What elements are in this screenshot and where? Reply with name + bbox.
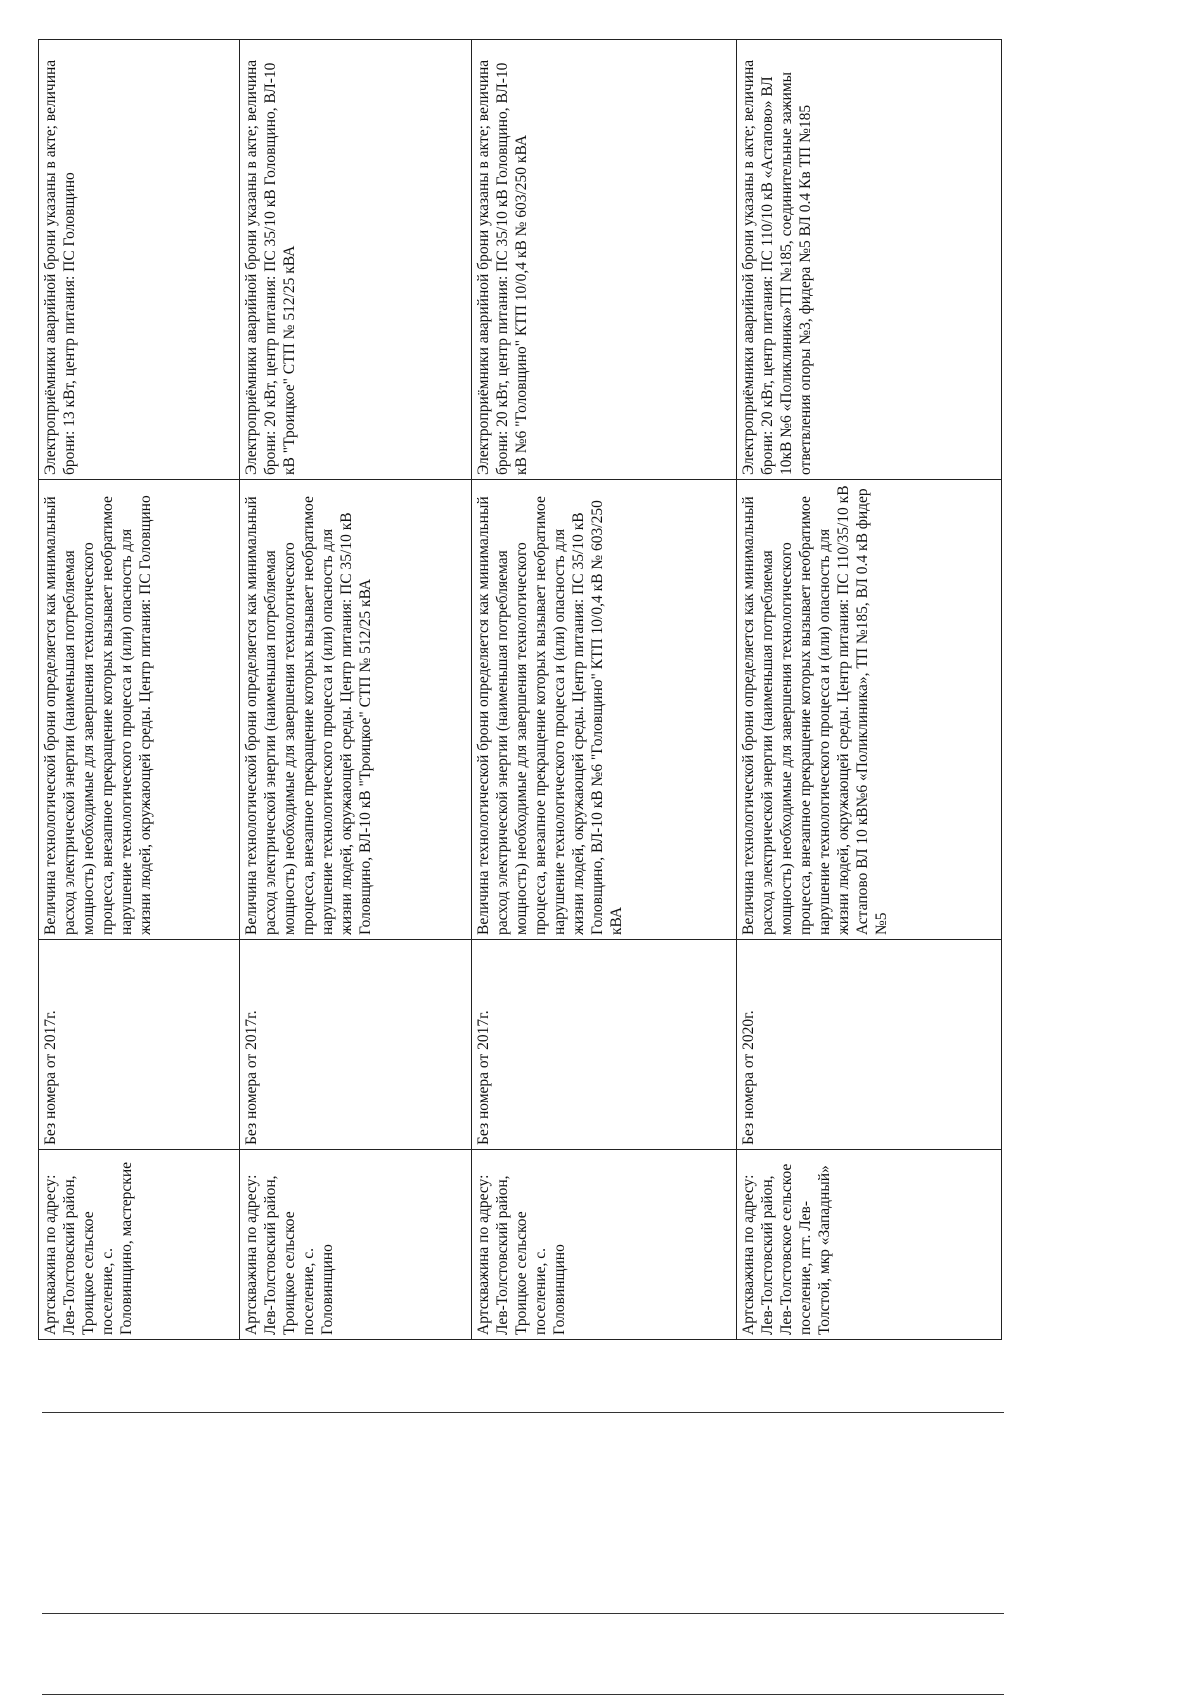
technological-reserve-cell: Величина технологической брони определяется как минимальный расход электрической энергии (наименьшая потребляемая мощность) необходимые для завершения технологического процесса, внезапное прекращение которых вызывает необратимое нарушение технологического процесса и (или) опасность для жизни людей, окружающей среды. Центр питания: ПС Головщино (39, 480, 240, 940)
rotated-page-content (38, 40, 1002, 1340)
reservation-table (38, 39, 1002, 1340)
technological-reserve-cell: Величина технологической брони определяется как минимальный расход электрической энергии (наименьшая потребляемая мощность) необходимые для завершения технологического процесса, внезапное прекращение которых вызывает необратимое нарушение технологического процесса и (или) опасность для жизни людей, окружающей среды. Центр питания: ПС 35/10 кВ Головщино, ВЛ-10 кВ "Троицкое" СТП № 512/25 кВА (239, 480, 472, 940)
technological-reserve-cell: Величина технологической брони определяется как минимальный расход электрической энергии (наименьшая потребляемая мощность) необходимые для завершения технологического процесса, внезапное прекращение которых вызывает необратимое нарушение технологического процесса и (или) опасность для жизни людей, окружающей среды. Центр питания: ПС 110/35/10 кВ Астапово ВЛ 10 кВ№6 «Поликлиника», ТП №185, ВЛ 0.4 кВ фидер №5 (737, 480, 1002, 940)
technological-reserve-cell: Величина технологической брони определяется как минимальный расход электрической энергии (наименьшая потребляемая мощность) необходимые для завершения технологического процесса, внезапное прекращение которых вызывает необратимое нарушение технологического процесса и (или) опасность для жизни людей, окружающей среды. Центр питания: ПС 35/10 кВ Головщино, ВЛ-10 кВ №6 "Головщино" КТП 10/0,4 кВ № 603/250 кВА (472, 480, 737, 940)
emergency-reserve-cell: Электроприёмники аварийной брони указаны в акте; величина брони: 20 кВт, центр питания: ПС 35/10 кВ Головщино, ВЛ-10 кВ №6 "Головщино" КТП 10/0,4 кВ № 603/250 кВА (472, 40, 737, 480)
table-row (472, 40, 737, 1340)
emergency-reserve-cell: Электроприёмники аварийной брони указаны в акте; величина брони: 20 кВт, центр питания: ПС 35/10 кВ Головщино, ВЛ-10 кВ "Троицкое" СТП № 512/25 кВА (239, 40, 472, 480)
table-row (239, 40, 472, 1340)
emergency-reserve-cell: Электроприёмники аварийной брони указаны в акте; величина брони: 20 кВт, центр питания: ПС 110/10 кВ «Астапово» ВЛ 10кВ №6 «Поликлиника»ТП №185, соединительные зажимы ответвления опоры №3, фидера №5 ВЛ 0.4 Кв ТП №185 (737, 40, 1002, 480)
document-cell: Без номера от 2017г. (39, 940, 240, 1150)
document-cell: Без номера от 2017г. (239, 940, 472, 1150)
horizontal-rule (42, 1613, 1004, 1614)
address-cell: Артскважина по адресу: Лев-Толстовский район, Троицкое сельское поселение, с. Головинщино (239, 1150, 472, 1340)
address-cell: Артскважина по адресу: Лев-Толстовский район, Лев-Толстовское сельское поселение, пгт. Лев-Толстой, мкр «Западный» (737, 1150, 1002, 1340)
address-cell: Артскважина по адресу: Лев-Толстовский район, Троицкое сельское поселение, с. Головинщино (472, 1150, 737, 1340)
table-row (39, 40, 240, 1340)
table-row (737, 40, 1002, 1340)
emergency-reserve-cell: Электроприёмники аварийной брони указаны в акте; величина брони: 13 кВт, центр питания: ПС Головщино (39, 40, 240, 480)
document-cell: Без номера от 2020г. (737, 940, 1002, 1150)
address-cell: Артскважина по адресу: Лев-Толстовский район, Троицкое сельское поселение, с. Головинщино, мастерские (39, 1150, 240, 1340)
horizontal-rule (42, 1412, 1004, 1413)
document-cell: Без номера от 2017г. (472, 940, 737, 1150)
horizontal-rule (42, 1694, 1004, 1695)
